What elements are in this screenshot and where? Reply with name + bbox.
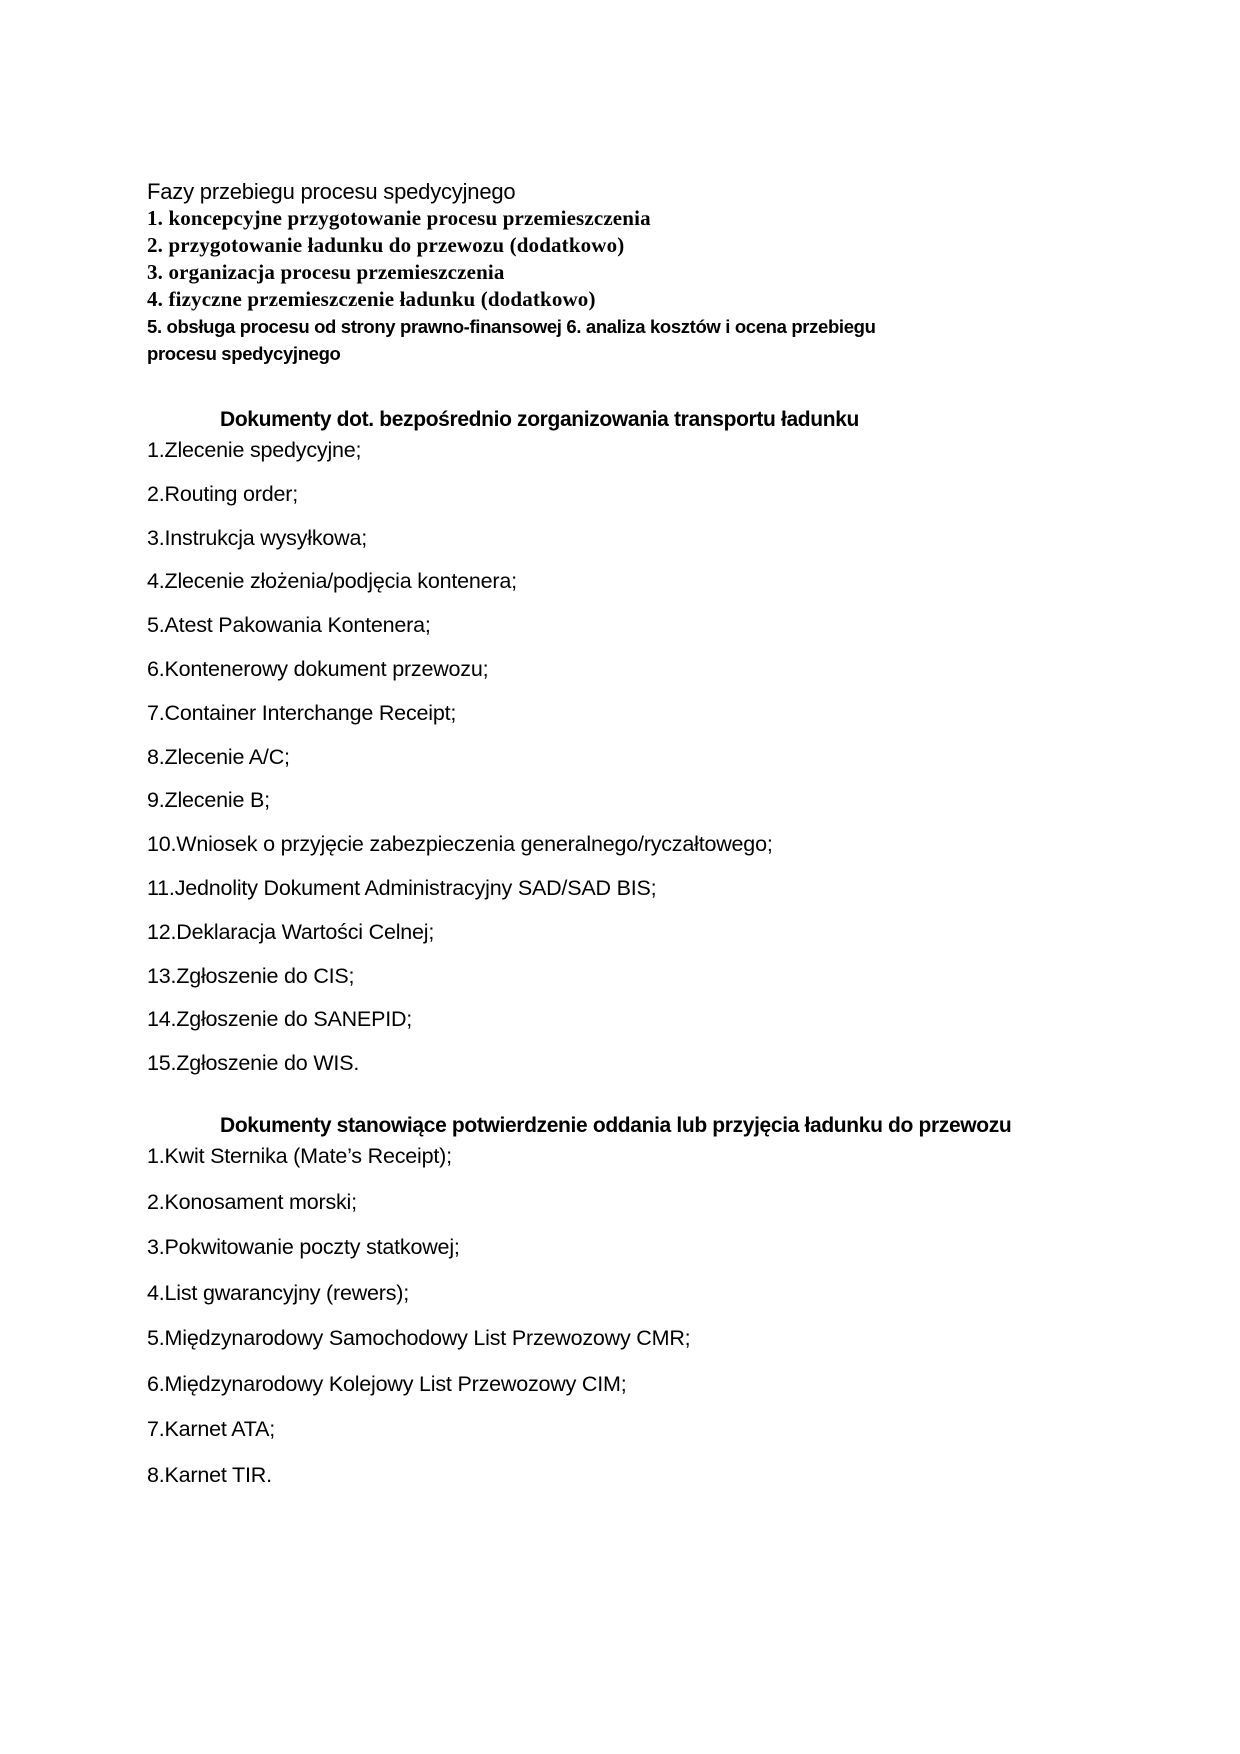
list-item: 6.Międzynarodowy Kolejowy List Przewozowy CIM; xyxy=(147,1371,627,1396)
list-item: 5.Atest Pakowania Kontenera; xyxy=(147,613,431,638)
phase-item-continuation: procesu spedycyjnego xyxy=(147,343,341,364)
list-item: 3.Instrukcja wysyłkowa; xyxy=(147,525,368,550)
phases-block xyxy=(147,178,1007,367)
list-item: 1.Kwit Sternika (Mate’s Receipt); xyxy=(147,1144,452,1168)
list-item: 15.Zgłoszenie do WIS. xyxy=(147,1051,360,1076)
phase-item: 3. organizacja procesu przemieszczenia xyxy=(147,260,505,284)
list-item: 12.Deklaracja Wartości Celnej; xyxy=(147,919,435,944)
list-item: 10.Wniosek o przyjęcie zabezpieczenia generalnego/ryczałtowego; xyxy=(147,832,773,857)
list-item: 7.Container Interchange Receipt; xyxy=(147,700,457,725)
list-item: 1.Zlecenie spedycyjne; xyxy=(147,438,362,462)
list-item: 4.List gwarancyjny (rewers); xyxy=(147,1280,410,1305)
list-item: 4.Zlecenie złożenia/podjęcia kontenera; xyxy=(147,569,517,594)
list-item: 7.Karnet ATA; xyxy=(147,1417,276,1441)
section-heading-transport-documents: Dokumenty dot. bezpośrednio zorganizowania transportu ładunku xyxy=(220,408,860,431)
list-item: 8.Karnet TIR. xyxy=(147,1462,272,1487)
list-item: 14.Zgłoszenie do SANEPID; xyxy=(147,1007,413,1032)
list-item: 6.Kontenerowy dokument przewozu; xyxy=(147,656,489,681)
phase-item: 2. przygotowanie ładunku do przewozu (dodatkowo) xyxy=(147,233,625,257)
transport-documents-list xyxy=(147,435,773,1092)
list-item: 2.Routing order; xyxy=(147,481,298,506)
phase-item: 5. obsługa procesu od strony prawno-finansowej 6. analiza kosztów i ocena przebiegu xyxy=(147,316,876,337)
list-item: 2.Konosament morski; xyxy=(147,1189,357,1214)
phases-title: Fazy przebiegu procesu spedycyjnego xyxy=(147,179,516,204)
list-item: 8.Zlecenie A/C; xyxy=(147,744,290,769)
list-item: 11.Jednolity Dokument Administracyjny SAD/SAD BIS; xyxy=(147,875,657,900)
acceptance-documents-list xyxy=(147,1141,690,1505)
section-heading-acceptance-documents: Dokumenty stanowiące potwierdzenie oddania lub przyjęcia ładunku do przewozu xyxy=(220,1114,1012,1137)
list-item: 3.Pokwitowanie poczty statkowej; xyxy=(147,1235,460,1259)
list-item: 9.Zlecenie B; xyxy=(147,788,270,813)
phase-item: 1. koncepcyjne przygotowanie procesu przemieszczenia xyxy=(147,206,651,230)
list-item: 13.Zgłoszenie do CIS; xyxy=(147,963,355,988)
phase-item: 4. fizyczne przemieszczenie ładunku (dodatkowo) xyxy=(147,287,596,311)
list-item: 5.Międzynarodowy Samochodowy List Przewozowy CMR; xyxy=(147,1326,691,1350)
